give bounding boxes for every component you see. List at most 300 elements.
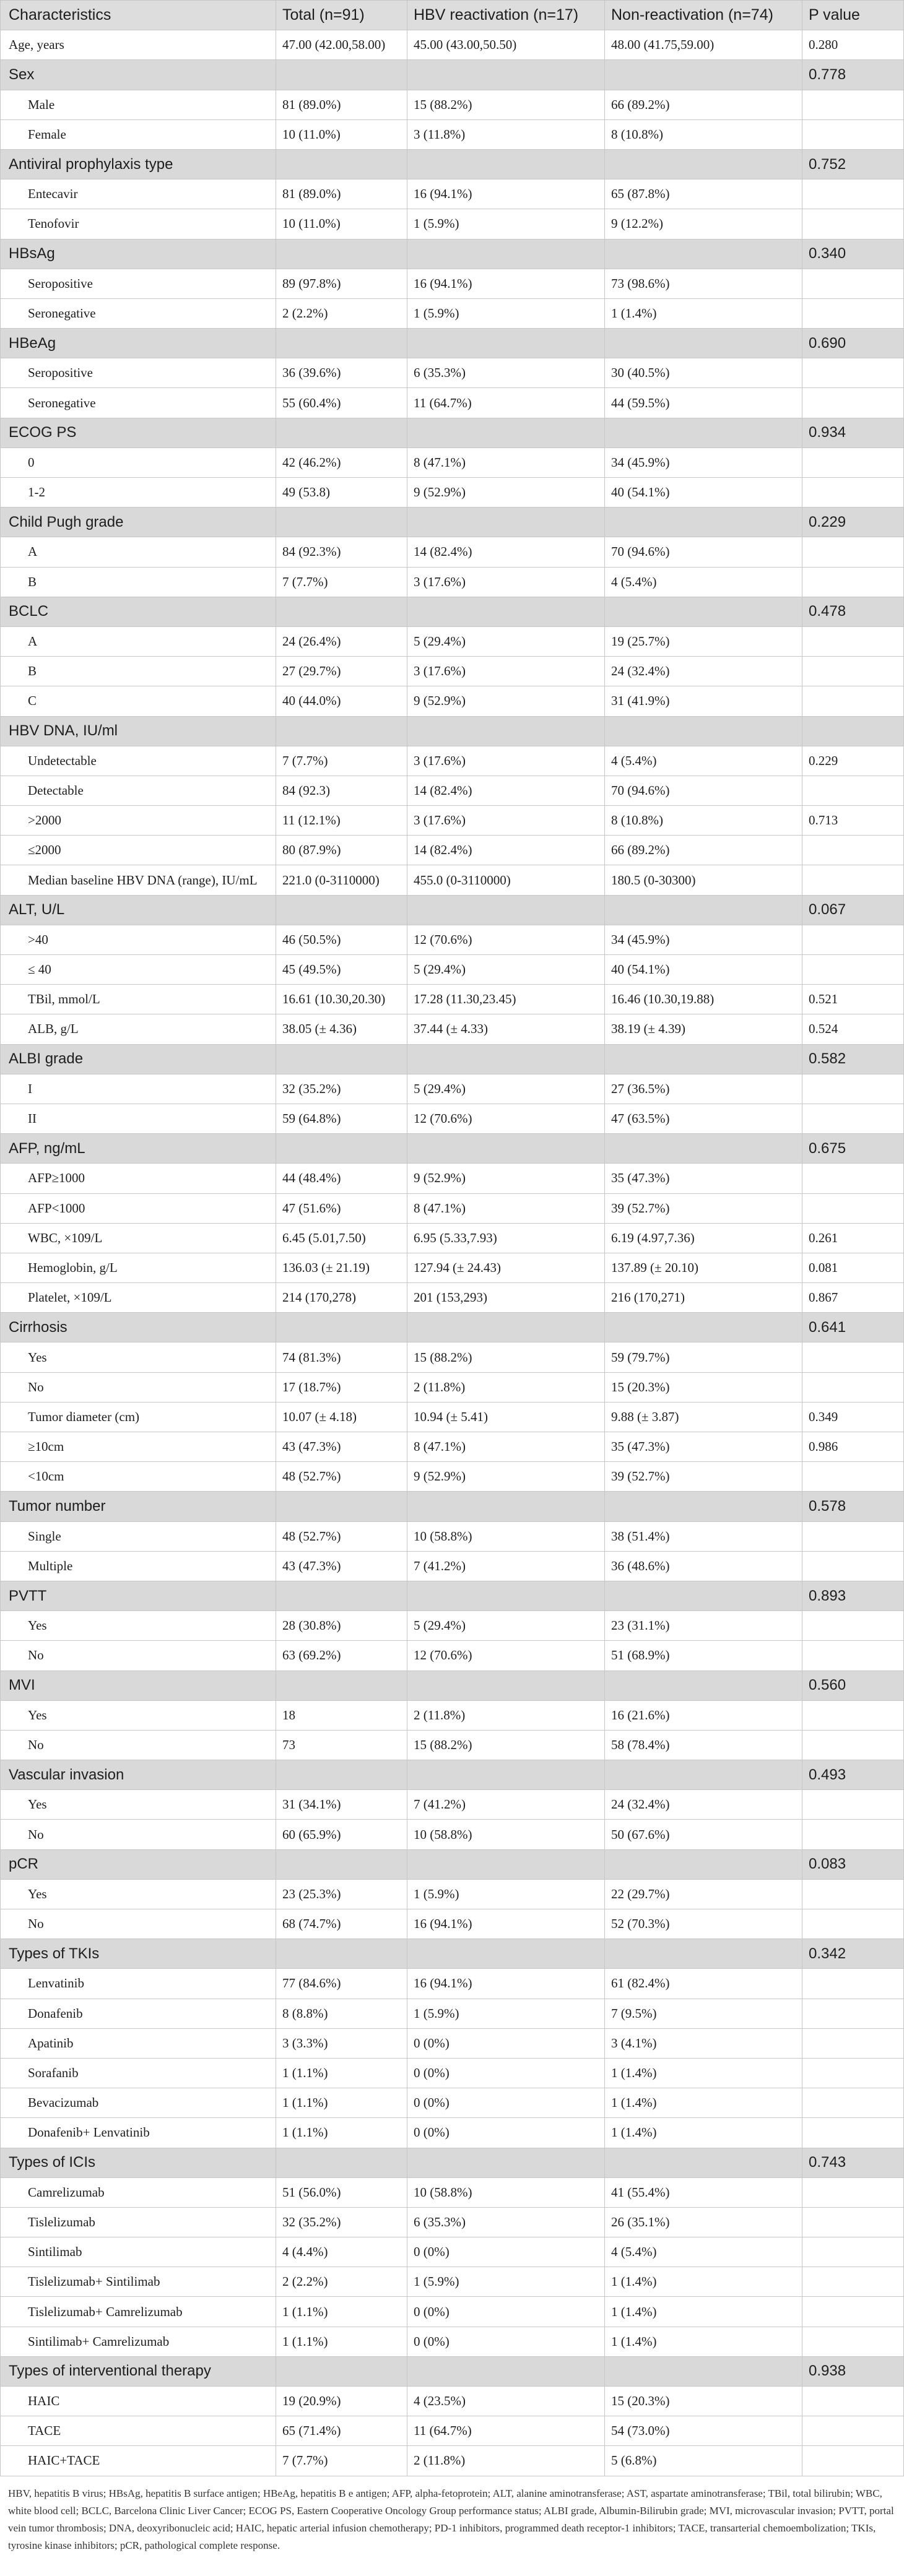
section-row — [0, 60, 904, 90]
cell-hbv-reactivation: 12 (70.6%) — [407, 925, 605, 954]
header-characteristics: Characteristics — [0, 1, 276, 30]
cell-characteristic: Age, years — [0, 30, 276, 59]
table-row — [0, 2297, 904, 2327]
cell-characteristic: Yes — [0, 1701, 276, 1730]
cell-characteristic: Male — [0, 90, 276, 119]
cell-total: 7 (7.7%) — [276, 746, 407, 776]
cell-characteristic: AFP<1000 — [0, 1194, 276, 1223]
cell-non-reactivation: 50 (67.6%) — [605, 1820, 802, 1849]
cell-characteristic: Antiviral prophylaxis type — [0, 150, 276, 179]
cell-characteristic: HAIC — [0, 2387, 276, 2416]
cell-hbv-reactivation: 15 (88.2%) — [407, 90, 605, 119]
cell-total — [276, 1850, 407, 1879]
cell-characteristic: Types of interventional therapy — [0, 2357, 276, 2386]
table-row — [0, 90, 904, 120]
cell-hbv-reactivation: 5 (29.4%) — [407, 627, 605, 656]
cell-non-reactivation: 6.19 (4.97,7.36) — [605, 1224, 802, 1253]
cell-p-value: 0.867 — [802, 1283, 904, 1312]
cell-characteristic: Sintilimab+ Camrelizumab — [0, 2327, 276, 2356]
cell-total: 10 (11.0%) — [276, 209, 407, 238]
cell-hbv-reactivation: 0 (0%) — [407, 2059, 605, 2088]
cell-characteristic: II — [0, 1104, 276, 1133]
cell-characteristic: ≥10cm — [0, 1432, 276, 1461]
cell-p-value — [802, 1999, 904, 2028]
cell-total: 80 (87.9%) — [276, 836, 407, 865]
section-row — [0, 597, 904, 627]
cell-p-value: 0.690 — [802, 329, 904, 358]
cell-non-reactivation — [605, 1939, 802, 1968]
cell-non-reactivation: 16.46 (10.30,19.88) — [605, 985, 802, 1014]
table-row — [0, 358, 904, 388]
cell-p-value: 0.778 — [802, 60, 904, 89]
cell-total — [276, 717, 407, 746]
table-row — [0, 1014, 904, 1044]
cell-non-reactivation: 1 (1.4%) — [605, 2059, 802, 2088]
table-row — [0, 1224, 904, 1253]
cell-total — [276, 1045, 407, 1074]
cell-characteristic: Donafenib — [0, 1999, 276, 2028]
cell-total: 51 (56.0%) — [276, 2178, 407, 2207]
table-row — [0, 2118, 904, 2148]
cell-total: 42 (46.2%) — [276, 448, 407, 477]
section-row — [0, 329, 904, 358]
table-row — [0, 686, 904, 716]
cell-characteristic: B — [0, 657, 276, 686]
cell-hbv-reactivation: 16 (94.1%) — [407, 1969, 605, 1998]
cell-total: 47 (51.6%) — [276, 1194, 407, 1223]
cell-hbv-reactivation: 5 (29.4%) — [407, 955, 605, 984]
cell-p-value — [802, 1969, 904, 1998]
cell-characteristic: Types of TKIs — [0, 1939, 276, 1968]
cell-characteristic: >40 — [0, 925, 276, 954]
cell-characteristic: Seronegative — [0, 388, 276, 417]
cell-characteristic: Yes — [0, 1342, 276, 1372]
cell-hbv-reactivation: 9 (52.9%) — [407, 686, 605, 715]
cell-p-value: 0.560 — [802, 1671, 904, 1700]
cell-non-reactivation — [605, 1581, 802, 1610]
cell-hbv-reactivation: 9 (52.9%) — [407, 1462, 605, 1491]
cell-total: 46 (50.5%) — [276, 925, 407, 954]
cell-non-reactivation — [605, 1760, 802, 1789]
table-row — [0, 1432, 904, 1462]
cell-hbv-reactivation — [407, 1850, 605, 1879]
table-row — [0, 269, 904, 299]
cell-characteristic: Single — [0, 1522, 276, 1551]
cell-hbv-reactivation: 3 (11.8%) — [407, 120, 605, 149]
cell-hbv-reactivation: 8 (47.1%) — [407, 448, 605, 477]
cell-characteristic: No — [0, 1820, 276, 1849]
cell-total: 40 (44.0%) — [276, 686, 407, 715]
cell-hbv-reactivation: 14 (82.4%) — [407, 776, 605, 805]
cell-p-value: 0.067 — [802, 896, 904, 925]
cell-total — [276, 1134, 407, 1163]
cell-characteristic: AFP, ng/mL — [0, 1134, 276, 1163]
cell-hbv-reactivation: 45.00 (43.00,50.50) — [407, 30, 605, 59]
section-row — [0, 1850, 904, 1880]
cell-non-reactivation: 216 (170,271) — [605, 1283, 802, 1312]
cell-total: 7 (7.7%) — [276, 2446, 407, 2475]
cell-p-value — [802, 2387, 904, 2416]
cell-characteristic: ALT, U/L — [0, 896, 276, 925]
cell-p-value — [802, 2297, 904, 2326]
cell-total: 6.45 (5.01,7.50) — [276, 1224, 407, 1253]
cell-characteristic: Hemoglobin, g/L — [0, 1253, 276, 1282]
cell-characteristic: TACE — [0, 2416, 276, 2445]
table-row — [0, 955, 904, 985]
cell-characteristic: Sintilimab — [0, 2237, 276, 2267]
cell-total: 1 (1.1%) — [276, 2088, 407, 2117]
cell-hbv-reactivation: 1 (5.9%) — [407, 1999, 605, 2028]
cell-characteristic: Types of ICIs — [0, 2148, 276, 2177]
cell-hbv-reactivation: 9 (52.9%) — [407, 1164, 605, 1193]
cell-non-reactivation: 70 (94.6%) — [605, 776, 802, 805]
cell-p-value: 0.752 — [802, 150, 904, 179]
table-row — [0, 209, 904, 239]
cell-characteristic: Camrelizumab — [0, 2178, 276, 2207]
section-row — [0, 240, 904, 269]
cell-p-value: 0.582 — [802, 1045, 904, 1074]
header-non-reactivation: Non-reactivation (n=74) — [605, 1, 802, 30]
cell-p-value — [802, 2237, 904, 2267]
cell-total: 19 (20.9%) — [276, 2387, 407, 2416]
table-row — [0, 2029, 904, 2059]
cell-characteristic: A — [0, 537, 276, 566]
cell-hbv-reactivation: 1 (5.9%) — [407, 1880, 605, 1909]
cell-hbv-reactivation: 4 (23.5%) — [407, 2387, 605, 2416]
cell-hbv-reactivation: 0 (0%) — [407, 2237, 605, 2267]
cell-non-reactivation: 39 (52.7%) — [605, 1194, 802, 1223]
cell-non-reactivation: 24 (32.4%) — [605, 657, 802, 686]
cell-p-value — [802, 1820, 904, 1849]
cell-p-value: 0.340 — [802, 240, 904, 269]
section-row — [0, 1760, 904, 1790]
cell-non-reactivation: 38.19 (± 4.39) — [605, 1014, 802, 1044]
table-row — [0, 865, 904, 895]
cell-hbv-reactivation: 2 (11.8%) — [407, 2446, 605, 2475]
cell-p-value — [802, 1909, 904, 1938]
cell-non-reactivation: 1 (1.4%) — [605, 2118, 802, 2147]
cell-characteristic: Undetectable — [0, 746, 276, 776]
cell-p-value — [802, 627, 904, 656]
table-row — [0, 2208, 904, 2237]
table-row — [0, 2416, 904, 2446]
cell-non-reactivation — [605, 1313, 802, 1342]
cell-hbv-reactivation — [407, 1134, 605, 1163]
cell-hbv-reactivation: 15 (88.2%) — [407, 1342, 605, 1372]
cell-p-value — [802, 776, 904, 805]
cell-total: 48 (52.7%) — [276, 1462, 407, 1491]
cell-hbv-reactivation: 12 (70.6%) — [407, 1641, 605, 1670]
cell-characteristic: TBil, mmol/L — [0, 985, 276, 1014]
cell-characteristic: Sorafanib — [0, 2059, 276, 2088]
section-row — [0, 508, 904, 537]
table-row — [0, 1373, 904, 1403]
cell-non-reactivation: 4 (5.4%) — [605, 746, 802, 776]
table-row — [0, 1731, 904, 1760]
cell-characteristic: Tislelizumab+ Camrelizumab — [0, 2297, 276, 2326]
cell-hbv-reactivation: 1 (5.9%) — [407, 209, 605, 238]
cell-p-value — [802, 1522, 904, 1551]
cell-total: 27 (29.7%) — [276, 657, 407, 686]
cell-characteristic: No — [0, 1909, 276, 1938]
cell-p-value — [802, 568, 904, 597]
cell-characteristic: Entecavir — [0, 179, 276, 209]
cell-hbv-reactivation — [407, 717, 605, 746]
cell-non-reactivation: 48.00 (41.75,59.00) — [605, 30, 802, 59]
cell-p-value — [802, 269, 904, 298]
cell-non-reactivation — [605, 1850, 802, 1879]
cell-non-reactivation: 70 (94.6%) — [605, 537, 802, 566]
table-row — [0, 1283, 904, 1313]
cell-characteristic: Tislelizumab+ Sintilimab — [0, 2267, 276, 2296]
cell-characteristic: Lenvatinib — [0, 1969, 276, 1998]
cell-hbv-reactivation: 12 (70.6%) — [407, 1104, 605, 1133]
cell-characteristic: Tumor number — [0, 1492, 276, 1521]
cell-p-value: 0.713 — [802, 806, 904, 835]
cell-p-value: 0.521 — [802, 985, 904, 1014]
header-total: Total (n=91) — [276, 1, 407, 30]
cell-total: 38.05 (± 4.36) — [276, 1014, 407, 1044]
cell-hbv-reactivation — [407, 1313, 605, 1342]
table-row — [0, 1969, 904, 1999]
cell-p-value — [802, 2178, 904, 2207]
cell-non-reactivation: 58 (78.4%) — [605, 1731, 802, 1760]
cell-non-reactivation: 52 (70.3%) — [605, 1909, 802, 1938]
cell-p-value: 0.934 — [802, 418, 904, 447]
cell-non-reactivation: 73 (98.6%) — [605, 269, 802, 298]
table-row — [0, 1611, 904, 1641]
cell-hbv-reactivation: 5 (29.4%) — [407, 1611, 605, 1640]
cell-non-reactivation: 4 (5.4%) — [605, 2237, 802, 2267]
cell-total — [276, 418, 407, 447]
cell-total — [276, 150, 407, 179]
section-row — [0, 418, 904, 448]
table-row — [0, 2237, 904, 2267]
cell-non-reactivation: 23 (31.1%) — [605, 1611, 802, 1640]
cell-total: 60 (65.9%) — [276, 1820, 407, 1849]
section-row — [0, 2357, 904, 2387]
cell-p-value — [802, 2088, 904, 2117]
cell-total — [276, 1492, 407, 1521]
cell-hbv-reactivation: 11 (64.7%) — [407, 388, 605, 417]
cell-hbv-reactivation: 2 (11.8%) — [407, 1373, 605, 1402]
cell-non-reactivation — [605, 896, 802, 925]
cell-hbv-reactivation: 10 (58.8%) — [407, 1522, 605, 1551]
cell-non-reactivation — [605, 1045, 802, 1074]
table-row — [0, 1164, 904, 1193]
cell-hbv-reactivation — [407, 1492, 605, 1521]
cell-total — [276, 508, 407, 537]
cell-p-value — [802, 2327, 904, 2356]
cell-hbv-reactivation: 15 (88.2%) — [407, 1731, 605, 1760]
cell-characteristic: MVI — [0, 1671, 276, 1700]
cell-total: 23 (25.3%) — [276, 1880, 407, 1909]
cell-total: 17 (18.7%) — [276, 1373, 407, 1402]
section-row — [0, 1134, 904, 1164]
cell-p-value — [802, 1641, 904, 1670]
table-row — [0, 1522, 904, 1552]
cell-characteristic: C — [0, 686, 276, 715]
cell-characteristic: No — [0, 1731, 276, 1760]
cell-hbv-reactivation: 7 (41.2%) — [407, 1552, 605, 1581]
table-footnote: HBV, hepatitis B virus; HBsAg, hepatitis B surface antigen; HBeAg, hepatitis B e antigen; AFP, alpha-fetoprotein; ALT, alanine aminotransferase; AST, aspartate aminotransferase; TBil, total bilirubin; WBC, white blood cell; BCLC, Barcelona Clinic Liver Cancer; ECOG PS, Eastern Cooperative Oncology Group performance status; ALBI grade, Albumin-Bilirubin grade; MVI, microvascular invasion; PVTT, portal vein tumor thrombosis; DNA, deoxyribonucleic acid; HAIC, hepatic arterial infusion chemotherapy; PD-1 inhibitors, programmed death receptor-1 inhibitors; TACE, transarterial chemoembolization; TKIs, tyrosine kinase inhibitors; pCR, pathological complete response. — [8, 2487, 894, 2551]
cell-total: 2 (2.2%) — [276, 299, 407, 328]
table-row — [0, 1790, 904, 1820]
cell-non-reactivation: 38 (51.4%) — [605, 1522, 802, 1551]
cell-characteristic: Tumor diameter (cm) — [0, 1403, 276, 1432]
cell-hbv-reactivation: 17.28 (11.30,23.45) — [407, 985, 605, 1014]
cell-non-reactivation: 26 (35.1%) — [605, 2208, 802, 2237]
cell-p-value: 0.893 — [802, 1581, 904, 1610]
cell-total — [276, 2357, 407, 2386]
cell-hbv-reactivation: 3 (17.6%) — [407, 806, 605, 835]
cell-p-value: 0.578 — [802, 1492, 904, 1521]
cell-non-reactivation: 35 (47.3%) — [605, 1164, 802, 1193]
cell-hbv-reactivation — [407, 1760, 605, 1789]
cell-p-value — [802, 120, 904, 149]
table-row — [0, 1194, 904, 1224]
cell-p-value — [802, 537, 904, 566]
cell-non-reactivation: 1 (1.4%) — [605, 2297, 802, 2326]
cell-hbv-reactivation: 6 (35.3%) — [407, 2208, 605, 2237]
cell-characteristic: Vascular invasion — [0, 1760, 276, 1789]
table-row — [0, 1999, 904, 2029]
cell-non-reactivation: 41 (55.4%) — [605, 2178, 802, 2207]
cell-hbv-reactivation: 3 (17.6%) — [407, 746, 605, 776]
cell-non-reactivation: 7 (9.5%) — [605, 1999, 802, 2028]
cell-hbv-reactivation — [407, 1939, 605, 1968]
cell-total: 18 — [276, 1701, 407, 1730]
cell-p-value — [802, 1731, 904, 1760]
table-row — [0, 1253, 904, 1283]
cell-total: 81 (89.0%) — [276, 179, 407, 209]
cell-total: 1 (1.1%) — [276, 2327, 407, 2356]
cell-non-reactivation: 180.5 (0-30300) — [605, 865, 802, 894]
cell-total: 63 (69.2%) — [276, 1641, 407, 1670]
table-row — [0, 1552, 904, 1581]
cell-non-reactivation: 40 (54.1%) — [605, 478, 802, 507]
cell-non-reactivation: 15 (20.3%) — [605, 2387, 802, 2416]
cell-characteristic: ECOG PS — [0, 418, 276, 447]
cell-characteristic: Detectable — [0, 776, 276, 805]
cell-total: 36 (39.6%) — [276, 358, 407, 387]
cell-hbv-reactivation: 0 (0%) — [407, 2088, 605, 2117]
cell-p-value — [802, 1373, 904, 1402]
cell-characteristic: Bevacizumab — [0, 2088, 276, 2117]
cell-total: 49 (53.8) — [276, 478, 407, 507]
cell-non-reactivation: 61 (82.4%) — [605, 1969, 802, 1998]
cell-hbv-reactivation — [407, 597, 605, 626]
cell-non-reactivation: 34 (45.9%) — [605, 448, 802, 477]
cell-hbv-reactivation: 16 (94.1%) — [407, 179, 605, 209]
cell-p-value — [802, 1880, 904, 1909]
cell-hbv-reactivation: 14 (82.4%) — [407, 537, 605, 566]
cell-non-reactivation: 1 (1.4%) — [605, 2327, 802, 2356]
cell-hbv-reactivation — [407, 2357, 605, 2386]
section-row — [0, 1492, 904, 1521]
cell-total: 55 (60.4%) — [276, 388, 407, 417]
cell-p-value: 0.342 — [802, 1939, 904, 1968]
table-row — [0, 2059, 904, 2088]
cell-characteristic: Child Pugh grade — [0, 508, 276, 537]
cell-p-value — [802, 1342, 904, 1372]
section-row — [0, 150, 904, 179]
cell-total: 48 (52.7%) — [276, 1522, 407, 1551]
cell-total: 221.0 (0-3110000) — [276, 865, 407, 894]
cell-total: 31 (34.1%) — [276, 1790, 407, 1819]
cell-characteristic: Yes — [0, 1790, 276, 1819]
cell-hbv-reactivation: 8 (47.1%) — [407, 1194, 605, 1223]
cell-characteristic: Female — [0, 120, 276, 149]
cell-p-value: 0.229 — [802, 508, 904, 537]
cell-total: 84 (92.3) — [276, 776, 407, 805]
cell-total: 2 (2.2%) — [276, 2267, 407, 2296]
cell-characteristic: HBV DNA, IU/ml — [0, 717, 276, 746]
cell-total: 1 (1.1%) — [276, 2118, 407, 2147]
cell-total: 1 (1.1%) — [276, 2297, 407, 2326]
cell-p-value — [802, 1194, 904, 1223]
table-row — [0, 1462, 904, 1492]
cell-non-reactivation: 15 (20.3%) — [605, 1373, 802, 1402]
cell-total: 24 (26.4%) — [276, 627, 407, 656]
cell-hbv-reactivation: 7 (41.2%) — [407, 1790, 605, 1819]
cell-hbv-reactivation: 37.44 (± 4.33) — [407, 1014, 605, 1044]
cell-hbv-reactivation: 0 (0%) — [407, 2327, 605, 2356]
cell-non-reactivation — [605, 2357, 802, 2386]
table-row — [0, 2178, 904, 2208]
cell-total: 11 (12.1%) — [276, 806, 407, 835]
cell-characteristic: >2000 — [0, 806, 276, 835]
cell-non-reactivation: 36 (48.6%) — [605, 1552, 802, 1581]
cell-p-value — [802, 2446, 904, 2475]
table-row — [0, 836, 904, 865]
cell-p-value — [802, 1790, 904, 1819]
cell-non-reactivation — [605, 240, 802, 269]
cell-p-value: 0.349 — [802, 1403, 904, 1432]
cell-total — [276, 329, 407, 358]
cell-hbv-reactivation: 14 (82.4%) — [407, 836, 605, 865]
cell-non-reactivation: 1 (1.4%) — [605, 299, 802, 328]
cell-total: 74 (81.3%) — [276, 1342, 407, 1372]
table-row — [0, 746, 904, 776]
table-row — [0, 1820, 904, 1849]
cell-p-value: 0.641 — [802, 1313, 904, 1342]
cell-total: 28 (30.8%) — [276, 1611, 407, 1640]
cell-p-value: 0.280 — [802, 30, 904, 59]
table-row — [0, 1880, 904, 1909]
cell-p-value — [802, 90, 904, 119]
table-row — [0, 985, 904, 1014]
cell-hbv-reactivation: 6 (35.3%) — [407, 358, 605, 387]
table-row — [0, 1701, 904, 1731]
table-row — [0, 657, 904, 686]
cell-characteristic: Seronegative — [0, 299, 276, 328]
cell-p-value — [802, 2208, 904, 2237]
cell-total: 44 (48.4%) — [276, 1164, 407, 1193]
table-body — [0, 30, 904, 2476]
section-row — [0, 1581, 904, 1611]
cell-characteristic: Seropositive — [0, 269, 276, 298]
cell-total — [276, 597, 407, 626]
cell-hbv-reactivation: 9 (52.9%) — [407, 478, 605, 507]
cell-hbv-reactivation: 16 (94.1%) — [407, 269, 605, 298]
cell-non-reactivation — [605, 418, 802, 447]
cell-non-reactivation: 1 (1.4%) — [605, 2088, 802, 2117]
cell-non-reactivation — [605, 717, 802, 746]
cell-total: 10.07 (± 4.18) — [276, 1403, 407, 1432]
cell-non-reactivation: 8 (10.8%) — [605, 806, 802, 835]
cell-characteristic: Platelet, ×109/L — [0, 1283, 276, 1312]
